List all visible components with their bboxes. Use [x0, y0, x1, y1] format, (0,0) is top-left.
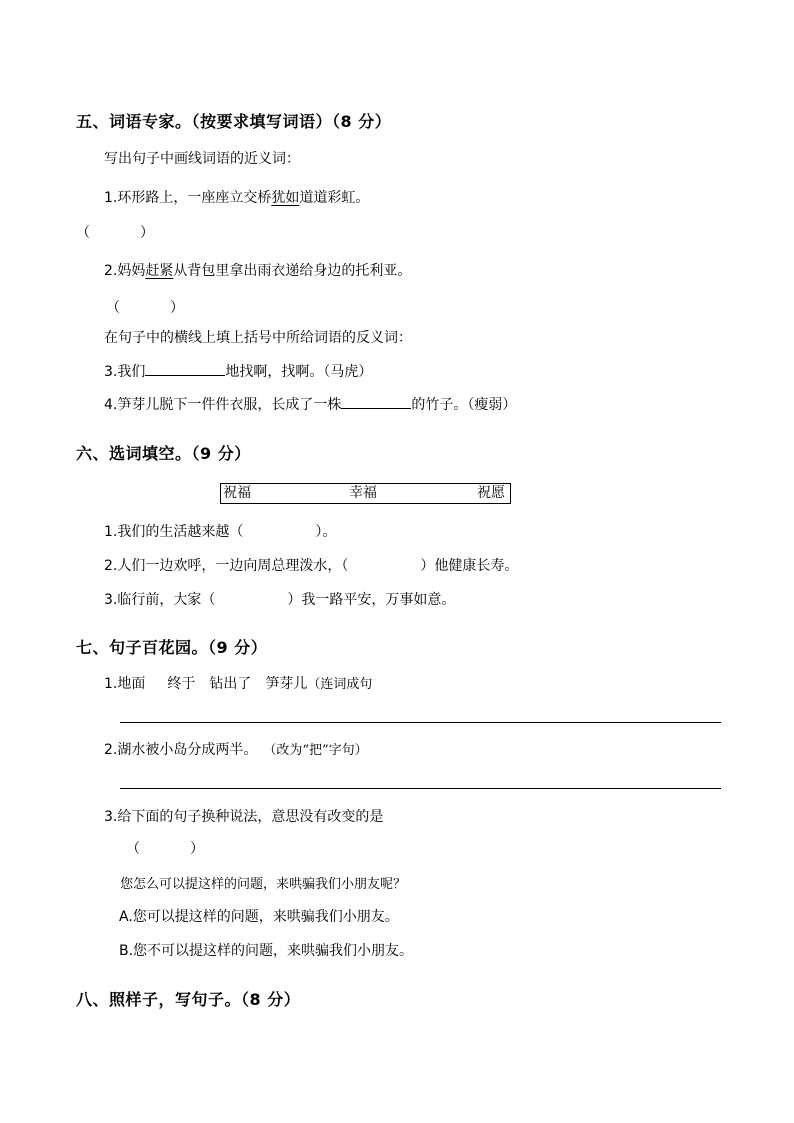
s5-q2-underlined-word: 赶紧 [145, 263, 174, 279]
s7-q3-sentence: 您怎么可以提这样的问题，来哄骗我们小朋友呢？ [120, 877, 407, 892]
section5-instruction-synonym: 写出句子中画线词语的近义词： [104, 151, 300, 167]
s6-q2-pre: 2.人们一边欢呼，一边向周总理泼水，（ [104, 558, 349, 574]
s5-q2-answer-paren[interactable] [106, 297, 184, 317]
section5-instruction-antonym: 在句子中的横线上填上括号中所给词语的反义词： [104, 330, 412, 346]
s7-q2-note: （改为“把”字句） [263, 743, 368, 758]
word-bank-box [220, 483, 511, 504]
s5-q3-post: 地找啊，找啊。（马虎） [225, 364, 373, 380]
s5-q2-post: 从背包里拿出雨衣递给身边的托利亚。 [173, 263, 412, 279]
s7-q1-word: 笋芽儿 [265, 676, 308, 692]
s7-q1-answer-line[interactable] [120, 722, 721, 723]
word-bank-item: 祝愿 [477, 485, 505, 501]
s5-q4 [104, 394, 516, 414]
s5-q3 [104, 361, 372, 381]
s7-q2-answer-line[interactable] [120, 788, 721, 789]
s5-q2 [104, 260, 411, 280]
word-bank-item: 祝福 [223, 485, 251, 501]
s5-q2-pre: 2.妈妈 [104, 263, 146, 279]
s7-q3-text: 3.给下面的句子换种说法，意思没有改变的是 [104, 809, 384, 825]
s5-q4-blank[interactable] [341, 394, 411, 409]
s7-q3-answer-paren[interactable] [126, 838, 204, 858]
section6-title: 六、选词填空。（9 分） [76, 444, 251, 463]
s5-q1 [104, 187, 369, 207]
s7-q2-text: 2.湖水被小岛分成两半。 [104, 742, 258, 758]
s5-q1-post: 道道彩虹。 [299, 190, 370, 206]
s6-q2 [104, 555, 518, 575]
s6-q3-post: ）我一路平安，万事如意。 [287, 592, 456, 608]
s6-q2-post: ）他健康长寿。 [420, 558, 519, 574]
s7-q2 [104, 739, 368, 759]
s5-q4-post: 的竹子。（瘦弱） [411, 397, 517, 413]
paren-open: （ [126, 841, 140, 857]
section5-title: 五、词语专家。（按要求填写词语）（8 分） [76, 112, 392, 131]
s7-q1-word: 1.地面 [104, 676, 146, 692]
section8-title: 八、照样子，写句子。（8 分） [76, 990, 301, 1009]
s6-q3 [104, 589, 455, 609]
s7-q3-option-a[interactable]: A.您可以提这样的问题，来哄骗我们小朋友。 [119, 909, 399, 925]
s5-q1-pre: 1.环形路上，一座座立交桥 [104, 190, 272, 206]
paren-open: （ [106, 300, 120, 316]
s5-q3-blank[interactable] [145, 361, 225, 376]
paren-close: ） [170, 300, 184, 316]
s7-q1-word: 终于 [167, 676, 196, 692]
section7-title: 七、句子百花园。（9 分） [76, 638, 268, 657]
s6-q1 [104, 521, 336, 541]
s5-q3-pre: 3.我们 [104, 364, 146, 380]
s6-q3-pre: 3.临行前，大家（ [104, 592, 216, 608]
s5-q1-underlined-word: 犹如 [271, 190, 300, 206]
paren-close: ） [140, 225, 154, 241]
s5-q1-answer-paren[interactable] [76, 222, 154, 242]
s7-q1 [104, 673, 372, 693]
word-bank-item: 幸福 [349, 485, 377, 501]
s6-q1-pre: 1.我们的生活越来越（ [104, 524, 244, 540]
paren-close: ） [190, 841, 204, 857]
s7-q1-note: （连词成句 [307, 677, 373, 692]
s7-q1-word: 钻出了 [209, 676, 252, 692]
paren-open: （ [76, 225, 90, 241]
s5-q4-pre: 4.笋芽儿脱下一件件衣服，长成了一株 [104, 397, 342, 413]
s6-q1-post: ）。 [315, 524, 337, 540]
s7-q3-option-b[interactable]: B.您不可以提这样的问题，来哄骗我们小朋友。 [119, 943, 414, 959]
